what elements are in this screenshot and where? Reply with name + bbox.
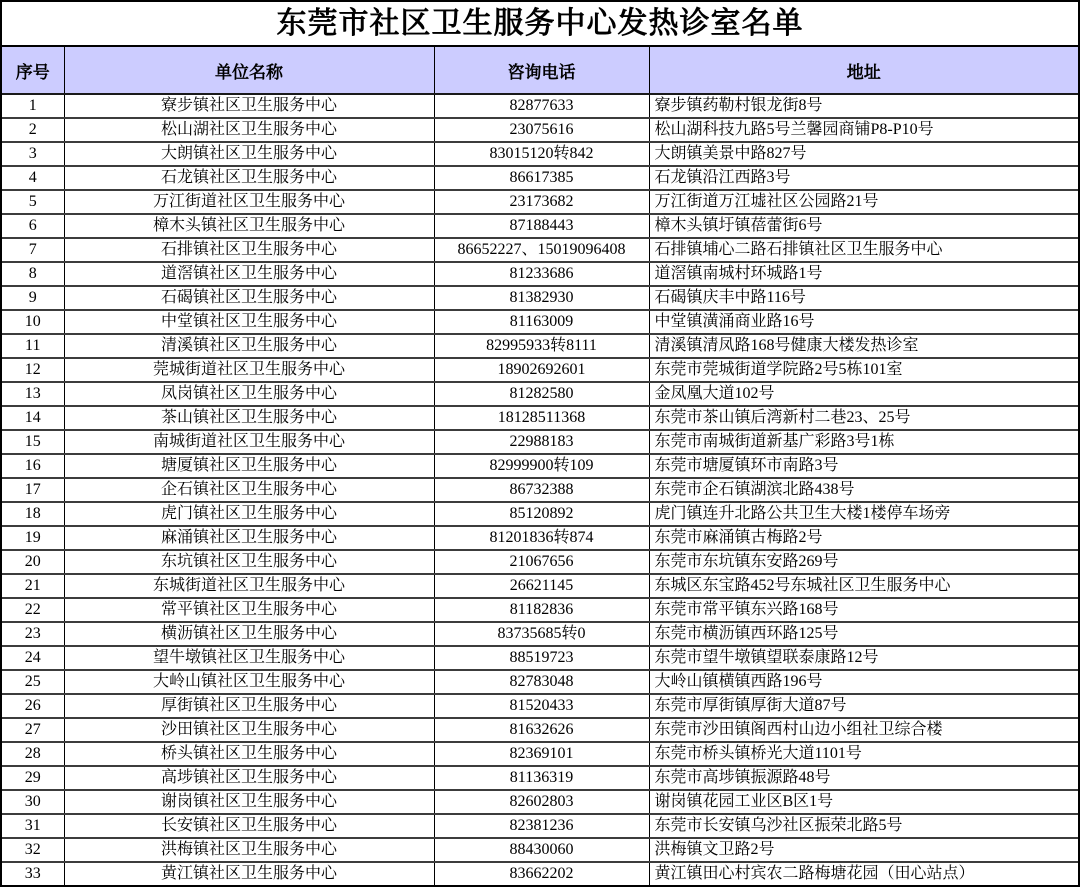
cell-phone: 82369101	[434, 742, 649, 766]
cell-no: 33	[2, 862, 64, 886]
cell-name: 凤岗镇社区卫生服务中心	[64, 382, 434, 406]
table-row	[2, 406, 1078, 430]
cell-name: 望牛墩镇社区卫生服务中心	[64, 646, 434, 670]
column-header-no: 序号	[2, 47, 64, 94]
table-row	[2, 382, 1078, 406]
cell-address: 金凤凰大道102号	[649, 382, 1078, 406]
table-row	[2, 478, 1078, 502]
column-header-name: 单位名称	[64, 47, 434, 94]
table-row	[2, 190, 1078, 214]
cell-no: 27	[2, 718, 64, 742]
table-row	[2, 166, 1078, 190]
cell-phone: 23075616	[434, 118, 649, 142]
table-row	[2, 142, 1078, 166]
cell-phone: 81201836转874	[434, 526, 649, 550]
cell-address: 万江街道万江墟社区公园路21号	[649, 190, 1078, 214]
cell-phone: 83662202	[434, 862, 649, 886]
cell-no: 22	[2, 598, 64, 622]
cell-phone: 26621145	[434, 574, 649, 598]
table-row	[2, 862, 1078, 886]
cell-phone: 82783048	[434, 670, 649, 694]
cell-no: 19	[2, 526, 64, 550]
cell-name: 黄江镇社区卫生服务中心	[64, 862, 434, 886]
cell-no: 18	[2, 502, 64, 526]
cell-name: 高埗镇社区卫生服务中心	[64, 766, 434, 790]
cell-address: 黄江镇田心村宾农二路梅塘花园（田心站点）	[649, 862, 1078, 886]
cell-phone: 81520433	[434, 694, 649, 718]
cell-address: 东莞市沙田镇阁西村山边小组社卫综合楼	[649, 718, 1078, 742]
cell-phone: 82995933转8111	[434, 334, 649, 358]
cell-phone: 23173682	[434, 190, 649, 214]
cell-no: 29	[2, 766, 64, 790]
cell-address: 东莞市麻涌镇古梅路2号	[649, 526, 1078, 550]
cell-address: 大朗镇美景中路827号	[649, 142, 1078, 166]
cell-address: 石排镇埔心二路石排镇社区卫生服务中心	[649, 238, 1078, 262]
cell-no: 11	[2, 334, 64, 358]
cell-name: 企石镇社区卫生服务中心	[64, 478, 434, 502]
cell-phone: 82602803	[434, 790, 649, 814]
cell-name: 长安镇社区卫生服务中心	[64, 814, 434, 838]
cell-name: 洪梅镇社区卫生服务中心	[64, 838, 434, 862]
cell-address: 东莞市企石镇湖滨北路438号	[649, 478, 1078, 502]
table-row	[2, 118, 1078, 142]
cell-address: 清溪镇清凤路168号健康大楼发热诊室	[649, 334, 1078, 358]
cell-address: 谢岗镇花园工业区B区1号	[649, 790, 1078, 814]
cell-name: 东坑镇社区卫生服务中心	[64, 550, 434, 574]
cell-no: 17	[2, 478, 64, 502]
page-title: 东莞市社区卫生服务中心发热诊室名单	[2, 2, 1078, 47]
table-row	[2, 238, 1078, 262]
cell-no: 20	[2, 550, 64, 574]
table-row	[2, 310, 1078, 334]
cell-no: 13	[2, 382, 64, 406]
table-row	[2, 334, 1078, 358]
cell-address: 东莞市常平镇东兴路168号	[649, 598, 1078, 622]
cell-name: 莞城街道社区卫生服务中心	[64, 358, 434, 382]
cell-name: 大朗镇社区卫生服务中心	[64, 142, 434, 166]
cell-phone: 82381236	[434, 814, 649, 838]
cell-name: 厚街镇社区卫生服务中心	[64, 694, 434, 718]
table-row	[2, 838, 1078, 862]
cell-no: 7	[2, 238, 64, 262]
cell-no: 1	[2, 94, 64, 118]
cell-name: 石龙镇社区卫生服务中心	[64, 166, 434, 190]
cell-name: 万江街道社区卫生服务中心	[64, 190, 434, 214]
cell-phone: 83735685转0	[434, 622, 649, 646]
cell-name: 道滘镇社区卫生服务中心	[64, 262, 434, 286]
cell-name: 寮步镇社区卫生服务中心	[64, 94, 434, 118]
cell-address: 洪梅镇文卫路2号	[649, 838, 1078, 862]
cell-phone: 18902692601	[434, 358, 649, 382]
cell-name: 茶山镇社区卫生服务中心	[64, 406, 434, 430]
cell-no: 14	[2, 406, 64, 430]
cell-name: 石排镇社区卫生服务中心	[64, 238, 434, 262]
table-row	[2, 262, 1078, 286]
cell-no: 23	[2, 622, 64, 646]
table-row	[2, 766, 1078, 790]
cell-name: 虎门镇社区卫生服务中心	[64, 502, 434, 526]
cell-name: 麻涌镇社区卫生服务中心	[64, 526, 434, 550]
cell-no: 2	[2, 118, 64, 142]
cell-phone: 18128511368	[434, 406, 649, 430]
table-row	[2, 694, 1078, 718]
cell-name: 松山湖社区卫生服务中心	[64, 118, 434, 142]
table-row	[2, 454, 1078, 478]
cell-address: 大岭山镇横镇西路196号	[649, 670, 1078, 694]
cell-phone: 81182836	[434, 598, 649, 622]
table-row	[2, 814, 1078, 838]
cell-name: 塘厦镇社区卫生服务中心	[64, 454, 434, 478]
table-row	[2, 550, 1078, 574]
cell-phone: 81163009	[434, 310, 649, 334]
cell-address: 东莞市长安镇乌沙社区振荣北路5号	[649, 814, 1078, 838]
cell-phone: 82877633	[434, 94, 649, 118]
cell-address: 东莞市茶山镇后湾新村二巷23、25号	[649, 406, 1078, 430]
cell-phone: 87188443	[434, 214, 649, 238]
table-row	[2, 526, 1078, 550]
cell-address: 石碣镇庆丰中路116号	[649, 286, 1078, 310]
cell-no: 5	[2, 190, 64, 214]
cell-address: 樟木头镇圩镇蓓蕾街6号	[649, 214, 1078, 238]
column-header-address: 地址	[649, 47, 1078, 94]
cell-phone: 82999900转109	[434, 454, 649, 478]
cell-address: 东莞市南城街道新基广彩路3号1栋	[649, 430, 1078, 454]
table-row	[2, 646, 1078, 670]
table-row	[2, 718, 1078, 742]
cell-no: 6	[2, 214, 64, 238]
table-row	[2, 286, 1078, 310]
cell-address: 寮步镇药勒村银龙街8号	[649, 94, 1078, 118]
cell-name: 沙田镇社区卫生服务中心	[64, 718, 434, 742]
table-row	[2, 502, 1078, 526]
cell-name: 清溪镇社区卫生服务中心	[64, 334, 434, 358]
cell-address: 东莞市望牛墩镇望联泰康路12号	[649, 646, 1078, 670]
cell-phone: 86617385	[434, 166, 649, 190]
cell-name: 横沥镇社区卫生服务中心	[64, 622, 434, 646]
cell-no: 12	[2, 358, 64, 382]
table-body	[2, 94, 1078, 886]
cell-name: 大岭山镇社区卫生服务中心	[64, 670, 434, 694]
cell-name: 桥头镇社区卫生服务中心	[64, 742, 434, 766]
cell-no: 21	[2, 574, 64, 598]
cell-name: 东城街道社区卫生服务中心	[64, 574, 434, 598]
cell-name: 常平镇社区卫生服务中心	[64, 598, 434, 622]
cell-phone: 86652227、15019096408	[434, 238, 649, 262]
cell-phone: 86732388	[434, 478, 649, 502]
column-header-phone: 咨询电话	[434, 47, 649, 94]
cell-name: 谢岗镇社区卫生服务中心	[64, 790, 434, 814]
cell-phone: 88519723	[434, 646, 649, 670]
table-row	[2, 622, 1078, 646]
cell-phone: 81632626	[434, 718, 649, 742]
cell-address: 东莞市塘厦镇环市南路3号	[649, 454, 1078, 478]
clinic-table	[2, 47, 1078, 887]
table-row	[2, 94, 1078, 118]
cell-phone: 88430060	[434, 838, 649, 862]
table-row	[2, 358, 1078, 382]
cell-phone: 21067656	[434, 550, 649, 574]
cell-no: 4	[2, 166, 64, 190]
table-row	[2, 742, 1078, 766]
cell-address: 虎门镇连升北路公共卫生大楼1楼停车场旁	[649, 502, 1078, 526]
cell-address: 东莞市厚街镇厚街大道87号	[649, 694, 1078, 718]
cell-no: 15	[2, 430, 64, 454]
cell-address: 东莞市东坑镇东安路269号	[649, 550, 1078, 574]
cell-address: 道滘镇南城村环城路1号	[649, 262, 1078, 286]
cell-address: 松山湖科技九路5号兰馨园商铺P8-P10号	[649, 118, 1078, 142]
cell-no: 24	[2, 646, 64, 670]
table-row	[2, 598, 1078, 622]
cell-no: 28	[2, 742, 64, 766]
cell-no: 10	[2, 310, 64, 334]
cell-no: 3	[2, 142, 64, 166]
table-row	[2, 574, 1078, 598]
cell-address: 东莞市莞城街道学院路2号5栋101室	[649, 358, 1078, 382]
cell-phone: 22988183	[434, 430, 649, 454]
table-row	[2, 214, 1078, 238]
table-row	[2, 430, 1078, 454]
cell-name: 中堂镇社区卫生服务中心	[64, 310, 434, 334]
cell-name: 樟木头镇社区卫生服务中心	[64, 214, 434, 238]
cell-phone: 81282580	[434, 382, 649, 406]
cell-address: 东莞市横沥镇西环路125号	[649, 622, 1078, 646]
cell-no: 30	[2, 790, 64, 814]
cell-no: 26	[2, 694, 64, 718]
cell-phone: 85120892	[434, 502, 649, 526]
cell-no: 31	[2, 814, 64, 838]
cell-no: 25	[2, 670, 64, 694]
header-row	[2, 47, 1078, 94]
table-row	[2, 790, 1078, 814]
cell-address: 东城区东宝路452号东城社区卫生服务中心	[649, 574, 1078, 598]
cell-phone: 81136319	[434, 766, 649, 790]
cell-name: 石碣镇社区卫生服务中心	[64, 286, 434, 310]
cell-no: 9	[2, 286, 64, 310]
cell-phone: 83015120转842	[434, 142, 649, 166]
cell-phone: 81382930	[434, 286, 649, 310]
cell-address: 石龙镇沿江西路3号	[649, 166, 1078, 190]
cell-address: 东莞市高埗镇振源路48号	[649, 766, 1078, 790]
cell-address: 东莞市桥头镇桥光大道1101号	[649, 742, 1078, 766]
cell-phone: 81233686	[434, 262, 649, 286]
cell-no: 16	[2, 454, 64, 478]
cell-address: 中堂镇潢涌商业路16号	[649, 310, 1078, 334]
cell-name: 南城街道社区卫生服务中心	[64, 430, 434, 454]
cell-no: 32	[2, 838, 64, 862]
cell-no: 8	[2, 262, 64, 286]
table-row	[2, 670, 1078, 694]
